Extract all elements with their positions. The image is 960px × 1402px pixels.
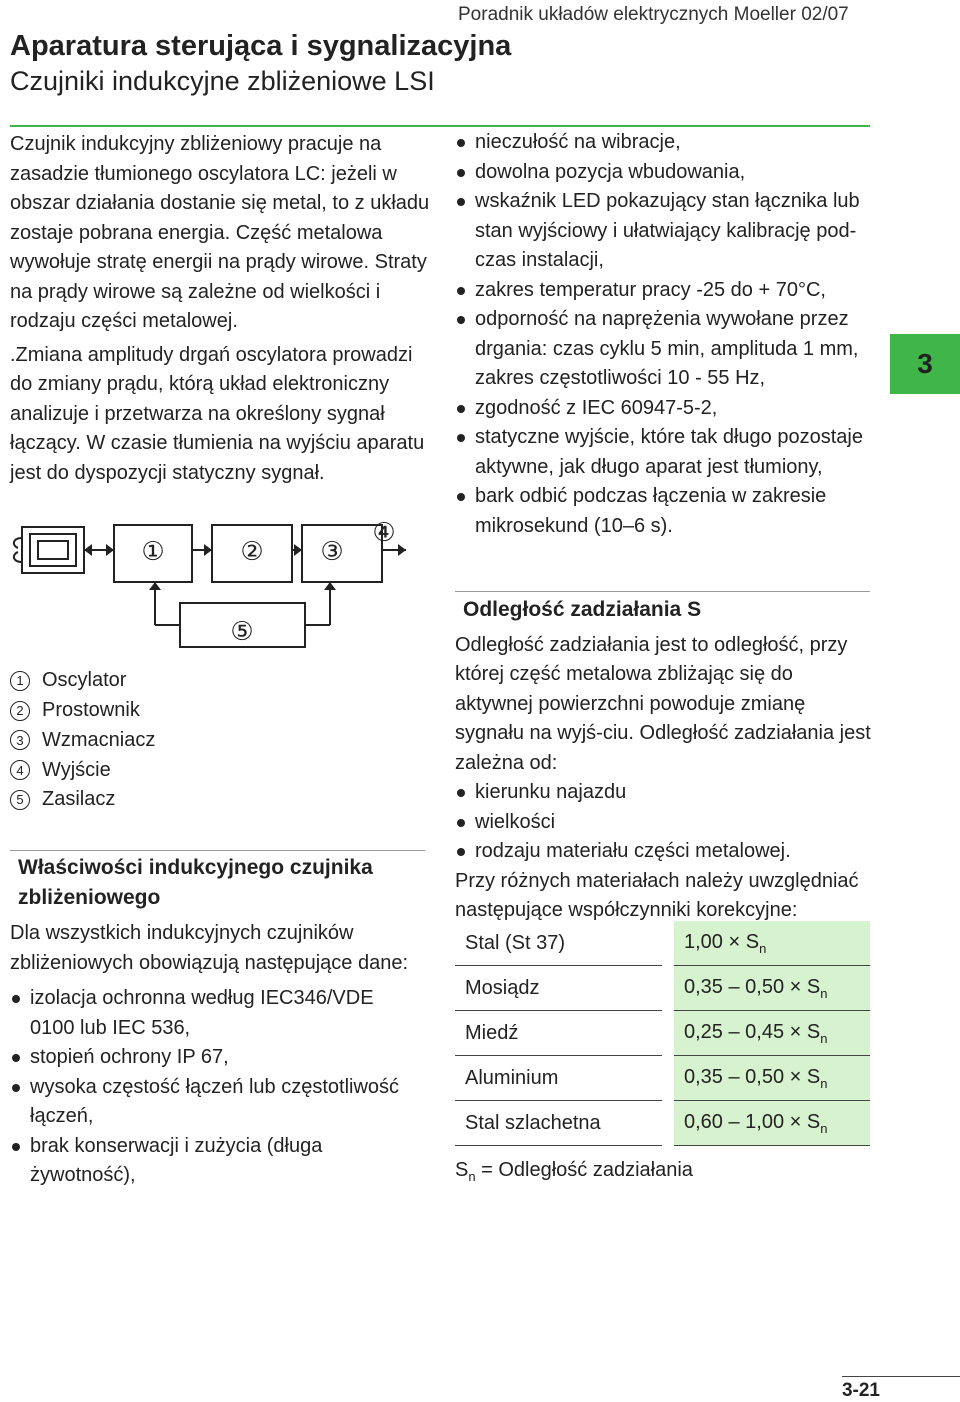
- list-item: rodzaju materiału części metalowej.: [455, 837, 875, 867]
- table-row: [455, 1101, 870, 1146]
- footer-rule: [842, 1376, 960, 1377]
- legend-text: Oscylator: [42, 669, 127, 692]
- properties-title: Właściwości indukcyjnego czujnika zbliżeniowego: [18, 856, 373, 909]
- header-rule: [10, 125, 870, 127]
- distance-rule: [455, 591, 870, 592]
- legend-text: Wyjście: [42, 758, 111, 781]
- factor-subscript: n: [820, 985, 828, 1001]
- intro-paragraph-2: .Zmiana amplitudy drgań oscylatora prowadzi do zmiany prądu, którą układ elektroniczny analizuje i przetwarza na określony sygnał łączący. W czasie tłumienia na wyjściu aparatu jest do dyspozycji statyczny sygnał.: [10, 343, 425, 484]
- footnote-symbol: S: [455, 1159, 469, 1181]
- list-item: odporność na naprężenia wywołane przez drgania: czas cyklu 5 min, amplituda 1 mm, zakres częstotliwości 10 - 55 Hz,: [455, 305, 875, 394]
- block-diagram: [10, 510, 430, 650]
- factor-subscript: n: [820, 1075, 828, 1091]
- list-item: wskaźnik LED pokazujący stan łącznika lub stan wyjściowy i ułatwiający kalibrację pod-czas instalacji,: [455, 187, 875, 276]
- factor-value: 1,00 × S: [684, 930, 760, 953]
- table-row: [455, 1056, 870, 1101]
- properties-intro: Dla wszystkich indukcyjnych czujników zbliżeniowych obowiązują następujące dane:: [10, 922, 409, 974]
- properties-list-right: [455, 128, 875, 541]
- factor-value: 0,35 – 0,50 × S: [684, 975, 821, 998]
- list-item: brak konserwacji i zużycia (długa żywotność),: [10, 1132, 420, 1191]
- list-item: stopień ochrony IP 67,: [10, 1043, 420, 1073]
- table-row: [455, 1011, 870, 1056]
- intro-paragraph-1: Czujnik indukcyjny zbliżeniowy pracuje na zasadzie tłumionego oscylatora LC: jeżeli w obszar działania dostanie się metal, to z układu zostaje pobrana energia. Część metalowa wywołuje stratę energii na prądy wirowe. Straty na prądy wirowe są zależne od wielkości i rodzaju części metalowej.: [10, 133, 430, 332]
- legend-text: Wzmacniacz: [42, 728, 156, 751]
- legend-number: 1: [10, 671, 30, 691]
- properties-continued: [455, 128, 875, 541]
- factor-value: 0,25 – 0,45 × S: [684, 1020, 821, 1043]
- page-subtitle: Czujniki indukcyjne zbliżeniowe LSI: [10, 66, 435, 96]
- diagram-legend: [10, 666, 430, 815]
- distance-section: [455, 595, 875, 926]
- list-item: statyczne wyjście, które tak długo pozostaje aktywne, jak długo aparat jest tłumiony,: [455, 423, 875, 482]
- factor-cell: [674, 1101, 870, 1146]
- distance-paragraph-2: Przy różnych materiałach należy uwzględniać następujące współczynniki korekcyjne:: [455, 869, 859, 921]
- factor-cell: [674, 1011, 870, 1056]
- legend-item: [10, 666, 430, 696]
- sensor-coil-icon: [14, 527, 84, 573]
- page-title: Aparatura sterująca i sygnalizacyjna: [10, 30, 512, 62]
- running-header: Poradnik układów elektrycznych Moeller 02/07: [458, 4, 849, 25]
- list-item: wysoka częstość łączeń lub częstotliwość łączeń,: [10, 1073, 420, 1132]
- material-cell: Miedź: [455, 1011, 662, 1056]
- legend-item: [10, 755, 430, 785]
- properties-list-left: [10, 984, 420, 1191]
- factor-cell: [674, 921, 870, 966]
- table-row: [455, 921, 870, 966]
- factor-value: 0,35 – 0,50 × S: [684, 1065, 821, 1088]
- list-item: zgodność z IEC 60947-5-2,: [455, 394, 875, 424]
- factor-value: 0,60 – 1,00 × S: [684, 1110, 821, 1133]
- list-item: wielkości: [455, 808, 875, 838]
- block-label-2: ②: [240, 537, 264, 567]
- factor-subscript: n: [820, 1030, 828, 1046]
- legend-number: 2: [10, 701, 30, 721]
- legend-text: Prostownik: [42, 698, 140, 721]
- legend-number: 3: [10, 730, 30, 750]
- legend-item: [10, 726, 430, 756]
- output-label-4: ④: [372, 518, 396, 548]
- footnote-text: = Odległość zadziałania: [475, 1159, 693, 1181]
- distance-list: [455, 778, 875, 867]
- table-row: [455, 966, 870, 1011]
- table-footnote: [455, 1156, 875, 1192]
- legend-number: 5: [10, 790, 30, 810]
- properties-section: [10, 853, 420, 1191]
- list-item: izolacja ochronna według IEC346/VDE 0100 lub IEC 536,: [10, 984, 420, 1043]
- legend-text: Zasilacz: [42, 788, 116, 811]
- material-cell: Aluminium: [455, 1056, 662, 1101]
- block-label-1: ①: [141, 537, 165, 567]
- factor-subscript: n: [820, 1120, 828, 1136]
- page-number: 3-21: [841, 1380, 880, 1401]
- list-item: kierunku najazdu: [455, 778, 875, 808]
- legend-item: [10, 785, 430, 815]
- list-item: zakres temperatur pracy -25 do + 70°C,: [455, 276, 875, 306]
- list-item: dowolna pozycja wbudowania,: [455, 158, 875, 188]
- properties-rule: [10, 850, 425, 851]
- distance-paragraph-1: Odległość zadziałania jest to odległość, przy której część metalowa zbliżając się do aktywnej powierzchni powoduje zmianę sygnału na wyjś-ciu. Odległość zadziałania jest zależna od:: [455, 633, 871, 774]
- legend-number: 4: [10, 760, 30, 780]
- legend-item: [10, 696, 430, 726]
- material-cell: Stal (St 37): [455, 921, 662, 966]
- list-item: nieczułość na wibracje,: [455, 128, 875, 158]
- block-label-3: ③: [320, 537, 344, 567]
- factor-cell: [674, 966, 870, 1011]
- factor-cell: [674, 1056, 870, 1101]
- footnote-subscript: n: [468, 1169, 476, 1184]
- block-label-5: ⑤: [230, 617, 254, 647]
- distance-title: Odległość zadziałania S: [463, 598, 702, 621]
- chapter-tab: 3: [890, 334, 960, 394]
- list-item: bark odbić podczas łączenia w zakresie mikrosekund (10–6 s).: [455, 482, 875, 541]
- factor-subscript: n: [759, 940, 767, 956]
- correction-table: [455, 921, 870, 1146]
- material-cell: Stal szlachetna: [455, 1101, 662, 1146]
- material-cell: Mosiądz: [455, 966, 662, 1011]
- intro-text: [10, 130, 430, 488]
